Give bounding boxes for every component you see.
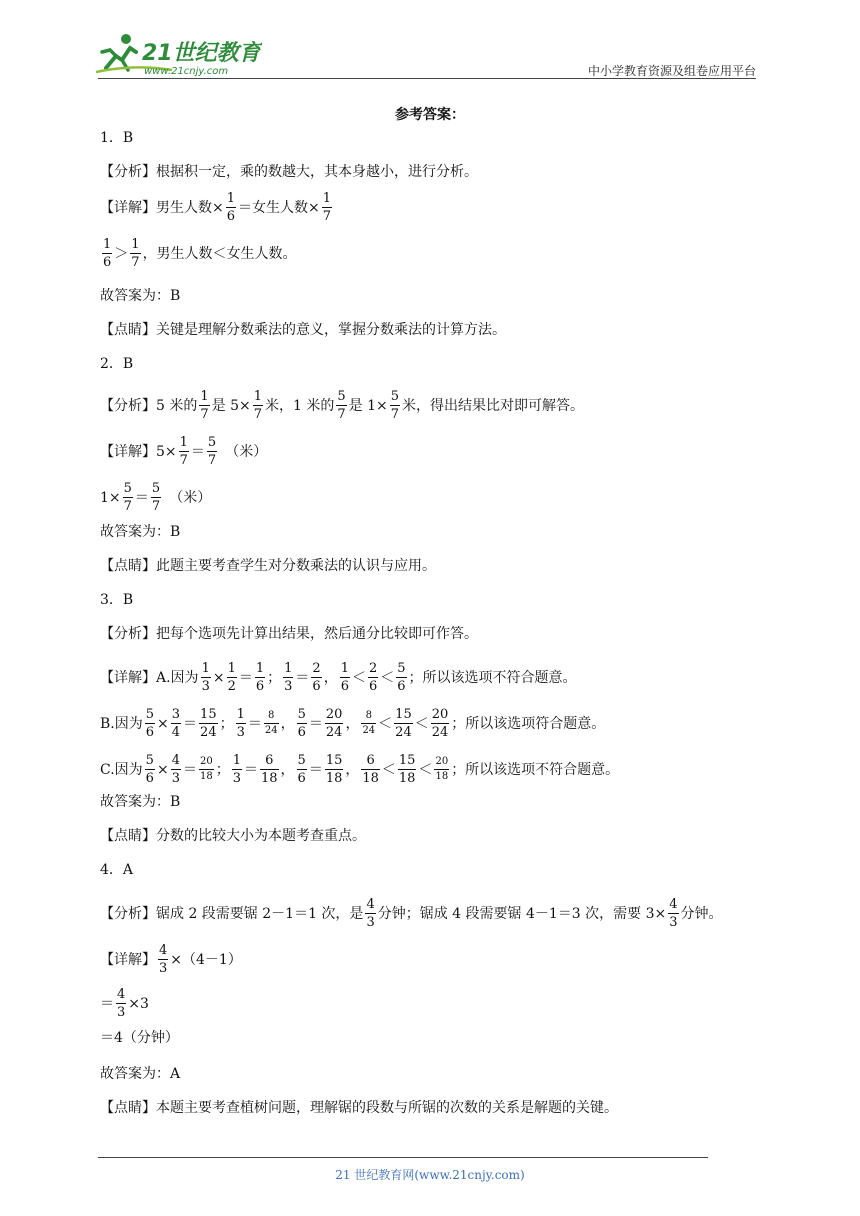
fraction: $\frac{5}{6}$ [145,707,155,740]
q1-number: 1．B [100,130,134,146]
site-logo [92,30,262,78]
q2-detail-line2: 1× $\frac{5}{7}$ ＝ $\frac{5}{7}$ （米） [100,481,212,514]
q3-option-b: B.因为 $\frac{5}{6}$ × $\frac{3}{4}$ ＝ $\frac{15}{24}$ ； $\frac{1}{3}$ ＝ $\frac{8}{24}$ ， $\frac{5}{6}$ ＝ $\frac{20}{24}$ ， $\frac{8}{24}$ ＜ $\frac{15}{24}$ ＜ $\frac{20}{24}$ ；所以该选项符合题意。 [100,707,606,740]
q4-answer: 故答案为：A [100,1066,181,1082]
q1-comment: 【点睛】关键是理解分数乘法的意义，掌握分数乘法的计算方法。 [100,322,506,338]
fraction: $\frac{8}{24}$ [264,710,278,736]
fraction: $\frac{4}{3}$ [669,897,678,930]
fraction: $\frac{4}{3}$ [159,943,168,976]
q3-number: 3．B [100,592,134,608]
fraction: $\frac{2}{6}$ [368,661,378,694]
fraction: $\frac{15}{24}$ [395,707,412,740]
fraction: $\frac{4}{3}$ [117,987,126,1020]
fraction: $\frac{1}{7}$ [179,435,188,468]
q3-option-c: C.因为 $\frac{5}{6}$ × $\frac{4}{3}$ ＝ $\frac{20}{18}$ ； $\frac{1}{3}$ ＝ $\frac{6}{18}$ ， $\frac{5}{6}$ ＝ $\frac{15}{18}$ ， $\frac{6}{18}$ ＜ $\frac{15}{18}$ ＜ $\frac{20}{18}$ ；所以该选项不符合题意。 [100,753,620,786]
q4-detail-line3: ＝4（分钟） [100,1030,179,1046]
q2-number: 2．B [100,356,134,372]
fraction: $\frac{6}{18}$ [362,753,379,786]
fraction: $\frac{1}{7}$ [322,191,332,224]
fraction: $\frac{5}{7}$ [207,435,217,468]
fraction: $\frac{5}{6}$ [297,753,306,786]
fraction: $\frac{15}{24}$ [200,707,217,740]
q2-answer: 故答案为：B [100,524,181,540]
fraction: $\frac{1}{6}$ [103,237,112,270]
fraction: $\frac{1}{7}$ [200,389,209,422]
svg-text:www.21cnjy.com: www.21cnjy.com [144,66,229,77]
q3-answer: 故答案为：B [100,794,181,810]
fraction: $\frac{20}{24}$ [325,707,343,740]
fraction: $\frac{20}{18}$ [435,756,449,782]
fraction: $\frac{8}{24}$ [362,710,376,736]
fraction: $\frac{1}{7}$ [131,237,140,270]
fraction: $\frac{1}{6}$ [340,661,349,694]
platform-name: 中小学教育资源及组卷应用平台 [587,64,756,78]
footer-divider [98,1157,708,1158]
runner-logo-icon [92,30,262,78]
q1-detail-line2: $\frac{1}{6}$ ＞ $\frac{1}{7}$ ，男生人数＜女生人数。 [103,237,297,270]
fraction: $\frac{4}{3}$ [366,897,375,930]
svg-text:21世纪教育: 21世纪教育 [142,41,261,66]
fraction: $\frac{15}{18}$ [325,753,343,786]
q3-option-a: 【详解】A.因为 $\frac{1}{3}$ × $\frac{1}{2}$ ＝ $\frac{1}{6}$ ； $\frac{1}{3}$ ＝ $\frac{2}{6}$ ， $\frac{1}{6}$ ＜ $\frac{2}{6}$ ＜ $\frac{5}{6}$ ；所以该选项不符合题意。 [100,661,577,694]
q2-comment: 【点睛】此题主要考查学生对分数乘法的认识与应用。 [100,558,436,574]
fraction: $\frac{3}{4}$ [171,707,181,740]
fraction: $\frac{2}{6}$ [312,661,321,694]
fraction: $\frac{1}{3}$ [201,661,210,694]
q4-analysis: 【分析】锯成 2 段需要锯 2－1＝1 次，是 $\frac{4}{3}$ 分钟；锯成 4 段需要锯 4－1＝3 次，需要 3× $\frac{4}{3}$ 分钟。 [100,897,723,930]
fraction: $\frac{1}{2}$ [227,661,236,694]
fraction: $\frac{20}{18}$ [199,756,213,782]
footer-link[interactable]: 21 世纪教育网(www.21cnjy.com) [335,1168,525,1182]
fraction: $\frac{4}{3}$ [171,753,180,786]
fraction: $\frac{5}{7}$ [390,389,400,422]
fraction: $\frac{5}{6}$ [145,753,154,786]
fraction: $\frac{6}{18}$ [260,753,278,786]
fraction: $\frac{5}{7}$ [151,481,161,514]
header-divider [98,78,756,79]
q3-comment: 【点睛】分数的比较大小为本题考查重点。 [100,828,366,844]
fraction: $\frac{5}{6}$ [397,661,406,694]
q4-comment: 【点睛】本题主要考查植树问题，理解锯的段数与所锯的次数的关系是解题的关键。 [100,1100,618,1116]
q1-detail-line1: 【详解】男生人数× $\frac{1}{6}$ ＝女生人数× $\frac{1}{7}$ [100,191,332,224]
fraction: $\frac{5}{7}$ [123,481,132,514]
q1-analysis: 【分析】根据积一定，乘的数越大，其本身越小，进行分析。 [100,164,478,180]
fraction: $\frac{1}{6}$ [255,661,265,694]
fraction: $\frac{1}{3}$ [236,707,245,740]
page-title: 参考答案： [395,107,465,123]
fraction: $\frac{1}{6}$ [226,191,236,224]
fraction: $\frac{5}{6}$ [297,707,306,740]
fraction: $\frac{1}{7}$ [253,389,263,422]
fraction: $\frac{5}{7}$ [337,389,346,422]
fraction: $\frac{20}{24}$ [431,707,449,740]
q2-detail-line1: 【详解】5× $\frac{1}{7}$ ＝ $\frac{5}{7}$ （米） [100,435,268,468]
q4-detail-line2: ＝ $\frac{4}{3}$ ×3 [100,987,149,1020]
fraction: $\frac{1}{3}$ [284,661,293,694]
fraction: $\frac{1}{3}$ [232,753,241,786]
q1-answer: 故答案为：B [100,288,181,304]
q4-number: 4．A [100,862,134,878]
q4-detail-line1: 【详解】 $\frac{4}{3}$ ×（4－1） [100,943,242,976]
fraction: $\frac{15}{18}$ [398,753,416,786]
q3-analysis: 【分析】把每个选项先计算出结果，然后通分比较即可作答。 [100,626,478,642]
q2-analysis: 【分析】5 米的 $\frac{1}{7}$ 是 5× $\frac{1}{7}$ 米，1 米的 $\frac{5}{7}$ 是 1× $\frac{5}{7}$ 米，得出结果比对即可解答。 [100,389,585,422]
